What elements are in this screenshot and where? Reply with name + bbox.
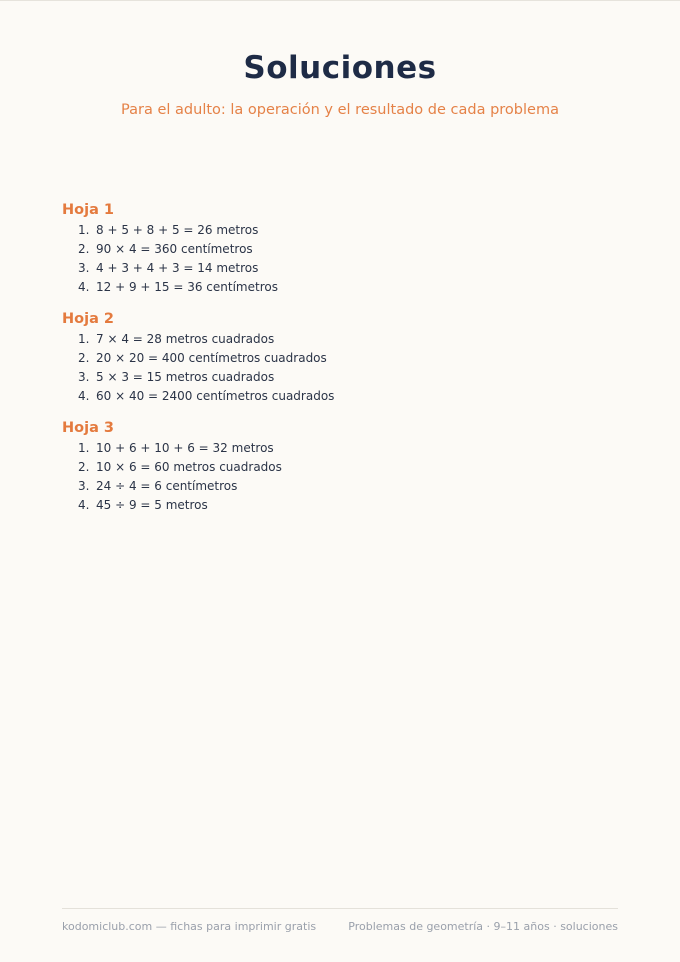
footer-divider — [62, 908, 618, 909]
problem-number: 2. — [78, 351, 90, 365]
problem-number: 4. — [78, 280, 90, 294]
problem-number: 3. — [78, 479, 90, 493]
sheet-title: Hoja 2 — [62, 311, 114, 327]
problem-solution: 7 × 4 = 28 metros cuadrados — [96, 332, 275, 346]
problem-item — [62, 458, 622, 477]
problem-item — [62, 221, 622, 240]
page-title: Soluciones — [243, 50, 437, 86]
solutions-list — [62, 200, 622, 527]
problem-item — [62, 349, 622, 368]
problem-number: 1. — [78, 223, 90, 237]
problem-number: 3. — [78, 261, 90, 275]
problem-item — [62, 387, 622, 406]
problem-item — [62, 439, 622, 458]
problem-solution: 10 + 6 + 10 + 6 = 32 metros — [96, 441, 274, 455]
sheet-2 — [62, 309, 622, 406]
problem-number: 1. — [78, 441, 90, 455]
problem-item — [62, 496, 622, 515]
sheet-title: Hoja 3 — [62, 420, 114, 436]
problem-number: 2. — [78, 242, 90, 256]
problem-solution: 24 ÷ 4 = 6 centímetros — [96, 479, 238, 493]
page-subtitle: Para el adulto: la operación y el resultado de cada problema — [121, 102, 559, 118]
problem-number: 4. — [78, 498, 90, 512]
problem-item — [62, 259, 622, 278]
problem-solution: 5 × 3 = 15 metros cuadrados — [96, 370, 275, 384]
problem-solution: 10 × 6 = 60 metros cuadrados — [96, 460, 282, 474]
sheet-3 — [62, 418, 622, 515]
problem-number: 4. — [78, 389, 90, 403]
problem-item — [62, 368, 622, 387]
problem-number: 2. — [78, 460, 90, 474]
footer-worksheet-info: Problemas de geometría · 9–11 años · soluciones — [348, 920, 618, 933]
problem-solution: 12 + 9 + 15 = 36 centímetros — [96, 280, 278, 294]
problem-item — [62, 477, 622, 496]
problem-number: 1. — [78, 332, 90, 346]
problem-solution: 90 × 4 = 360 centímetros — [96, 242, 253, 256]
problem-solution: 8 + 5 + 8 + 5 = 26 metros — [96, 223, 259, 237]
problem-item — [62, 240, 622, 259]
problem-solution: 60 × 40 = 2400 centímetros cuadrados — [96, 389, 335, 403]
problem-item — [62, 278, 622, 297]
problem-solution: 20 × 20 = 400 centímetros cuadrados — [96, 351, 327, 365]
problem-solution: 4 + 3 + 4 + 3 = 14 metros — [96, 261, 259, 275]
top-divider — [0, 0, 680, 1]
footer-site-credit: kodomiclub.com — fichas para imprimir gratis — [62, 920, 317, 933]
problem-solution: 45 ÷ 9 = 5 metros — [96, 498, 208, 512]
sheet-1 — [62, 200, 622, 297]
sheet-title: Hoja 1 — [62, 202, 114, 218]
problem-item — [62, 330, 622, 349]
problem-number: 3. — [78, 370, 90, 384]
